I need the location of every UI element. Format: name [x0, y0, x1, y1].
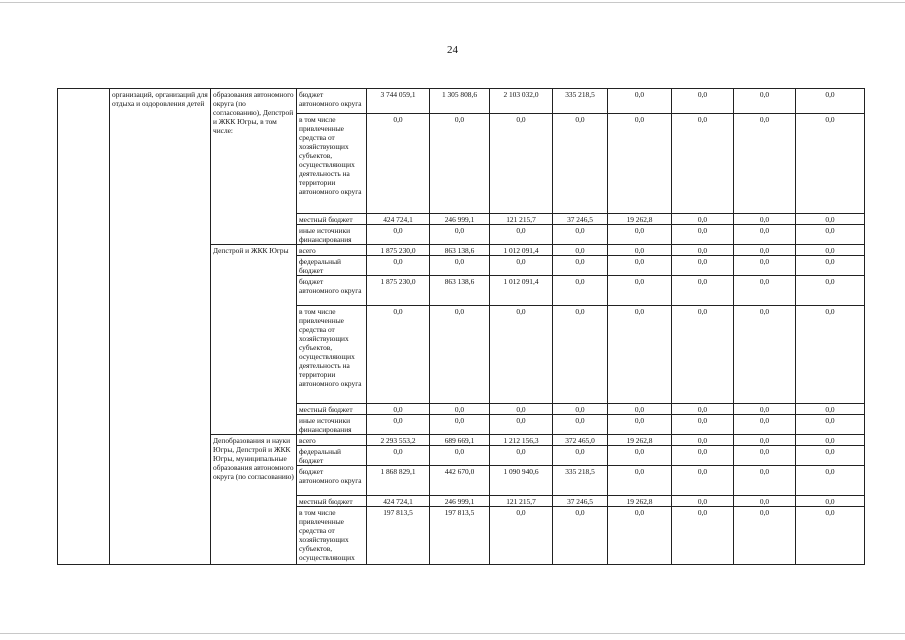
scan-edge-top — [0, 2, 905, 3]
value-cell: 1 012 091,4 — [490, 245, 553, 256]
value-cell: 0,0 — [553, 446, 608, 466]
value-cell: 0,0 — [490, 225, 553, 245]
value-cell: 0,0 — [608, 114, 672, 214]
value-cell: 0,0 — [796, 496, 865, 507]
executor-cell: образования автономного округа (по согласованию), Депстрой и ЖКК Югры, в том числе: — [211, 89, 297, 245]
value-cell: 863 138,6 — [430, 276, 490, 306]
value-cell: 863 138,6 — [430, 245, 490, 256]
value-cell: 0,0 — [672, 225, 734, 245]
value-cell: 0,0 — [490, 507, 553, 565]
value-cell: 0,0 — [672, 276, 734, 306]
value-cell: 0,0 — [734, 89, 796, 114]
value-cell: 1 875 230,0 — [367, 276, 430, 306]
source-cell: иные источники финансирования — [297, 225, 367, 245]
value-cell: 0,0 — [367, 225, 430, 245]
value-cell: 19 262,8 — [608, 214, 672, 225]
value-cell: 0,0 — [734, 496, 796, 507]
value-cell: 0,0 — [430, 404, 490, 415]
value-cell: 2 293 553,2 — [367, 435, 430, 446]
value-cell: 197 813,5 — [367, 507, 430, 565]
value-cell: 0,0 — [490, 404, 553, 415]
value-cell: 0,0 — [608, 306, 672, 404]
value-cell: 424 724,1 — [367, 214, 430, 225]
value-cell: 1 212 156,3 — [490, 435, 553, 446]
value-cell: 0,0 — [734, 446, 796, 466]
value-cell: 0,0 — [796, 256, 865, 276]
value-cell: 0,0 — [553, 404, 608, 415]
value-cell: 0,0 — [608, 276, 672, 306]
value-cell: 0,0 — [430, 306, 490, 404]
value-cell: 0,0 — [672, 214, 734, 225]
value-cell: 335 218,5 — [553, 466, 608, 496]
value-cell: 0,0 — [367, 114, 430, 214]
value-cell: 0,0 — [490, 306, 553, 404]
row-number-cell — [58, 89, 110, 565]
value-cell: 0,0 — [796, 245, 865, 256]
value-cell: 0,0 — [796, 276, 865, 306]
value-cell: 0,0 — [553, 225, 608, 245]
scan-edge-bottom — [0, 633, 905, 634]
value-cell: 0,0 — [367, 404, 430, 415]
value-cell: 0,0 — [796, 446, 865, 466]
value-cell: 0,0 — [734, 214, 796, 225]
value-cell: 0,0 — [734, 435, 796, 446]
source-cell: всего — [297, 245, 367, 256]
value-cell: 424 724,1 — [367, 496, 430, 507]
value-cell: 0,0 — [734, 466, 796, 496]
value-cell: 0,0 — [796, 507, 865, 565]
source-cell: бюджет автономного округа — [297, 466, 367, 496]
value-cell: 0,0 — [553, 114, 608, 214]
value-cell: 197 813,5 — [430, 507, 490, 565]
value-cell: 0,0 — [672, 435, 734, 446]
value-cell: 0,0 — [672, 507, 734, 565]
value-cell: 0,0 — [672, 89, 734, 114]
source-cell: местный бюджет — [297, 404, 367, 415]
source-cell: федеральный бюджет — [297, 256, 367, 276]
value-cell: 0,0 — [553, 245, 608, 256]
value-cell: 0,0 — [734, 245, 796, 256]
source-cell: в том числе привлеченные средства от хозяйствующих субъектов, осуществляющих деятельность на территории автономного округа — [297, 306, 367, 404]
value-cell: 0,0 — [608, 245, 672, 256]
value-cell: 0,0 — [608, 256, 672, 276]
source-cell: бюджет автономного округа — [297, 276, 367, 306]
value-cell: 0,0 — [672, 114, 734, 214]
value-cell: 0,0 — [796, 114, 865, 214]
source-cell: местный бюджет — [297, 496, 367, 507]
value-cell: 0,0 — [734, 507, 796, 565]
executor-cell: Депстрой и ЖКК Югры — [211, 245, 297, 435]
value-cell: 0,0 — [490, 446, 553, 466]
value-cell: 0,0 — [672, 466, 734, 496]
value-cell: 0,0 — [430, 225, 490, 245]
source-cell: иные источники финансирования — [297, 415, 367, 435]
value-cell: 0,0 — [608, 404, 672, 415]
value-cell: 0,0 — [672, 245, 734, 256]
value-cell: 0,0 — [672, 496, 734, 507]
value-cell: 0,0 — [796, 214, 865, 225]
value-cell: 0,0 — [430, 415, 490, 435]
value-cell: 0,0 — [672, 306, 734, 404]
value-cell: 0,0 — [553, 276, 608, 306]
value-cell: 0,0 — [553, 256, 608, 276]
value-cell: 1 090 940,6 — [490, 466, 553, 496]
value-cell: 2 103 032,0 — [490, 89, 553, 114]
source-cell: федеральный бюджет — [297, 446, 367, 466]
measure-name-cell: организаций, организаций для отдыха и оздоровления детей — [110, 89, 211, 565]
value-cell: 0,0 — [734, 256, 796, 276]
value-cell: 37 246,5 — [553, 214, 608, 225]
value-cell: 0,0 — [734, 114, 796, 214]
value-cell: 0,0 — [367, 306, 430, 404]
value-cell: 0,0 — [734, 306, 796, 404]
source-cell: в том числе привлеченные средства от хозяйствующих субъектов, осуществляющих деятельность на территории автономного округа — [297, 114, 367, 214]
value-cell: 442 670,0 — [430, 466, 490, 496]
value-cell: 3 744 059,1 — [367, 89, 430, 114]
value-cell: 0,0 — [796, 435, 865, 446]
value-cell: 1 012 091,4 — [490, 276, 553, 306]
table-row — [58, 89, 865, 114]
financing-table — [57, 88, 865, 565]
source-cell: в том числе привлеченные средства от хозяйствующих субъектов, осуществляющих — [297, 507, 367, 565]
value-cell: 0,0 — [490, 114, 553, 214]
value-cell: 0,0 — [430, 256, 490, 276]
value-cell: 1 868 829,1 — [367, 466, 430, 496]
value-cell: 0,0 — [672, 256, 734, 276]
source-cell: местный бюджет — [297, 214, 367, 225]
value-cell: 246 999,1 — [430, 214, 490, 225]
value-cell: 121 215,7 — [490, 496, 553, 507]
value-cell: 0,0 — [608, 89, 672, 114]
source-cell: всего — [297, 435, 367, 446]
value-cell: 0,0 — [734, 415, 796, 435]
value-cell: 335 218,5 — [553, 89, 608, 114]
value-cell: 0,0 — [608, 415, 672, 435]
value-cell: 19 262,8 — [608, 435, 672, 446]
value-cell: 0,0 — [734, 276, 796, 306]
value-cell: 0,0 — [796, 306, 865, 404]
value-cell: 0,0 — [430, 114, 490, 214]
value-cell: 0,0 — [672, 446, 734, 466]
value-cell: 0,0 — [608, 507, 672, 565]
value-cell: 0,0 — [608, 446, 672, 466]
value-cell: 0,0 — [734, 225, 796, 245]
value-cell: 121 215,7 — [490, 214, 553, 225]
executor-cell: Депобразования и науки Югры, Депстрой и ЖКК Югры, муниципальные образования автономного округа (по согласованию) — [211, 435, 297, 565]
value-cell: 37 246,5 — [553, 496, 608, 507]
value-cell: 0,0 — [430, 446, 490, 466]
value-cell: 372 465,0 — [553, 435, 608, 446]
value-cell: 0,0 — [796, 466, 865, 496]
value-cell: 0,0 — [796, 415, 865, 435]
value-cell: 1 305 808,6 — [430, 89, 490, 114]
value-cell: 0,0 — [367, 415, 430, 435]
value-cell: 0,0 — [672, 415, 734, 435]
value-cell: 0,0 — [367, 446, 430, 466]
value-cell: 246 999,1 — [430, 496, 490, 507]
value-cell: 0,0 — [490, 415, 553, 435]
value-cell: 0,0 — [608, 225, 672, 245]
value-cell: 0,0 — [672, 404, 734, 415]
value-cell: 0,0 — [608, 466, 672, 496]
value-cell: 0,0 — [796, 225, 865, 245]
value-cell: 0,0 — [490, 256, 553, 276]
value-cell: 0,0 — [553, 507, 608, 565]
value-cell: 19 262,8 — [608, 496, 672, 507]
value-cell: 0,0 — [367, 256, 430, 276]
value-cell: 1 875 230,0 — [367, 245, 430, 256]
value-cell: 0,0 — [553, 415, 608, 435]
value-cell: 0,0 — [734, 404, 796, 415]
value-cell: 0,0 — [796, 89, 865, 114]
page-number: 24 — [447, 44, 458, 56]
value-cell: 0,0 — [796, 404, 865, 415]
value-cell: 689 669,1 — [430, 435, 490, 446]
value-cell: 0,0 — [553, 306, 608, 404]
source-cell: бюджет автономного округа — [297, 89, 367, 114]
